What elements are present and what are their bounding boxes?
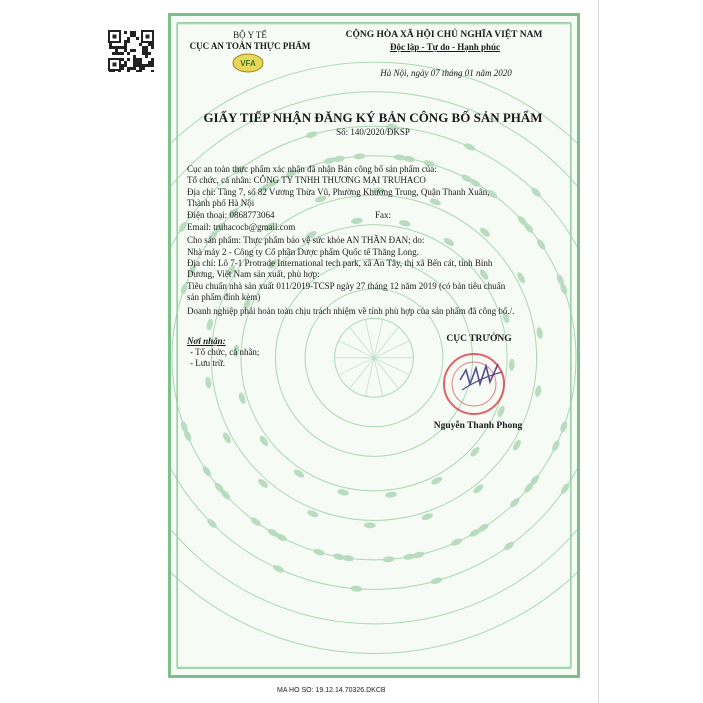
signatory-title: CỤC TRƯỞNG: [446, 334, 512, 344]
place-date: Hà Nội, ngày 07 tháng 01 năm 2020: [380, 68, 512, 78]
official-red-stamp: [440, 350, 514, 418]
page-edge-divider: [598, 0, 599, 703]
ministry-name: BỘ Y TẾ: [233, 30, 267, 40]
document-number: Số: 140/2020/ĐKSP: [336, 127, 410, 137]
standard-line-2: sản phẩm đính kèm): [187, 292, 261, 302]
fax: Fax:: [375, 210, 392, 220]
responsibility-statement: Doanh nghiệp phải hoàn toàn chịu trách nhiệm về tính phù hợp của sản phẩm đã công bố./.: [187, 306, 515, 316]
recipient-item: - Tổ chức, cá nhân;: [190, 347, 260, 357]
factory-address-line-1: Địa chỉ: Lô 7-1 Protrade International tech park, xã An Tây, thị xã Bến cát, tỉnh Bình: [187, 258, 493, 268]
phone: Điện thoại: 0868773064: [187, 210, 275, 220]
standard-line-1: Tiêu chuẩn nhà sản xuất 011/2019-TCSP ngày 27 tháng 12 năm 2019 (có bản tiêu chuẩn: [187, 281, 506, 291]
country-name: CỘNG HÒA XÃ HỘI CHỦ NGHĨA VIỆT NAM: [345, 30, 543, 40]
address-line-1: Địa chỉ: Tầng 7, số 82 Vương Thừa Vũ, Phường Khương Trung, Quận Thanh Xuân,: [187, 187, 490, 197]
vfa-logo-text: VFA: [240, 59, 256, 68]
email: Email: truhacocb@gmail.com: [187, 222, 296, 232]
agency-name: CỤC AN TOÀN THỰC PHẨM: [189, 41, 311, 51]
document-title: GIẤY TIẾP NHẬN ĐĂNG KÝ BẢN CÔNG BỐ SẢN PHẨM: [203, 110, 543, 125]
factory: Nhà máy 2 - Công ty Cổ phần Dược phẩm Quốc tế Thăng Long.: [187, 247, 419, 257]
national-motto: Độc lập - Tự do - Hạnh phúc: [389, 42, 501, 52]
vfa-logo: [230, 52, 266, 74]
product: Cho sản phẩm: Thực phẩm bảo vệ sức khỏe AN THẦN ĐAN; do:: [187, 235, 425, 245]
intro-text: Cục an toàn thực phẩm xác nhận đã nhận Bản công bố sản phẩm của:: [187, 164, 437, 174]
factory-address-line-2: Dương, Việt Nam sản xuất, phù hợp:: [187, 269, 320, 279]
recipients-heading: Nơi nhận:: [187, 336, 226, 346]
signatory-name: Nguyễn Thanh Phong: [433, 421, 523, 431]
recipient-item: - Lưu trữ.: [190, 358, 225, 368]
dossier-code: MA HO SO: 19.12.14.70326.DKCB: [277, 687, 386, 694]
qr-code: [108, 30, 154, 72]
organization: Tổ chức, cá nhân: CÔNG TY TNHH THƯƠNG MẠI TRUHACO: [187, 175, 426, 185]
address-line-2: Thành phố Hà Nội: [187, 198, 255, 208]
